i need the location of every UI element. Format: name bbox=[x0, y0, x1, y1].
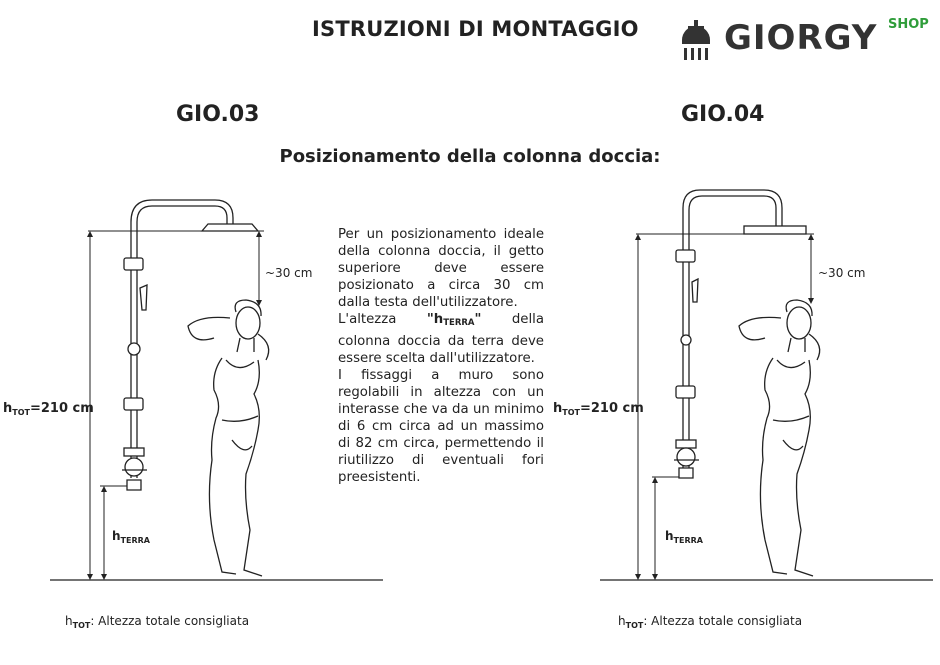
brand-name: GIORGY bbox=[724, 18, 878, 58]
hterra-inline-close: " bbox=[474, 312, 482, 328]
htot-value-right: =210 cm bbox=[579, 401, 644, 416]
legend-left bbox=[65, 614, 249, 630]
hterra-h-right: h bbox=[665, 529, 674, 543]
htot-h-right: h bbox=[553, 401, 563, 416]
htot-sub-right: TOT bbox=[562, 408, 580, 417]
legend-h-right: h bbox=[618, 614, 626, 628]
shower-column-right bbox=[674, 190, 806, 478]
description-paragraph-1: Per un posizionamento ideale della colonna doccia, il getto superiore deve essere posizionato a circa 30 cm dalla testa dell'utilizzatore. bbox=[338, 227, 544, 311]
description-paragraph-3: I fissaggi a muro sono regolabili in altezza con un interasse che va da un minimo di 6 cm circa ad un massimo di 82 cm circa, permettendo il riutilizzo di eventuali fori preesistenti. bbox=[338, 367, 544, 486]
person-figure-left bbox=[188, 300, 269, 576]
hterra-inline-h: "h bbox=[426, 312, 444, 328]
model-title-right: GIO.04 bbox=[681, 102, 765, 127]
legend-sub-left: TOT bbox=[72, 621, 91, 630]
legend-text-right: : Altezza totale consigliata bbox=[643, 614, 803, 628]
head-distance-label-left: ~30 cm bbox=[265, 266, 313, 280]
description-p2-prefix: L'altezza bbox=[338, 312, 427, 328]
diagram-left bbox=[50, 200, 383, 580]
head-distance-label-right: ~30 cm bbox=[818, 266, 866, 280]
legend-h-left: h bbox=[65, 614, 73, 628]
hterra-sub-left: TERRA bbox=[120, 536, 150, 545]
hterra-sub-right: TERRA bbox=[673, 536, 703, 545]
section-title: Posizionamento della colonna doccia: bbox=[279, 146, 661, 167]
legend-sub-right: TOT bbox=[625, 621, 644, 630]
description-p2-suffix: della colonna doccia da terra deve essere scelta dall'utilizzatore. bbox=[338, 312, 544, 366]
brand-suffix: SHOP bbox=[888, 17, 929, 32]
hterra-label-right bbox=[665, 529, 703, 545]
htot-label-left bbox=[3, 401, 94, 417]
model-title-left: GIO.03 bbox=[176, 102, 260, 127]
legend-right bbox=[618, 614, 802, 630]
hterra-inline-sub: TERRA bbox=[443, 318, 475, 329]
htot-h-left: h bbox=[3, 401, 13, 416]
htot-value-left: =210 cm bbox=[29, 401, 94, 416]
legend-text-left: : Altezza totale consigliata bbox=[90, 614, 250, 628]
hterra-h-left: h bbox=[112, 529, 121, 543]
hterra-label-left bbox=[112, 529, 150, 545]
htot-sub-left: TOT bbox=[12, 408, 30, 417]
person-figure-right bbox=[739, 300, 820, 576]
page-title: ISTRUZIONI DI MONTAGGIO bbox=[312, 17, 639, 41]
htot-label-right bbox=[553, 401, 644, 417]
diagram-right bbox=[600, 190, 933, 580]
